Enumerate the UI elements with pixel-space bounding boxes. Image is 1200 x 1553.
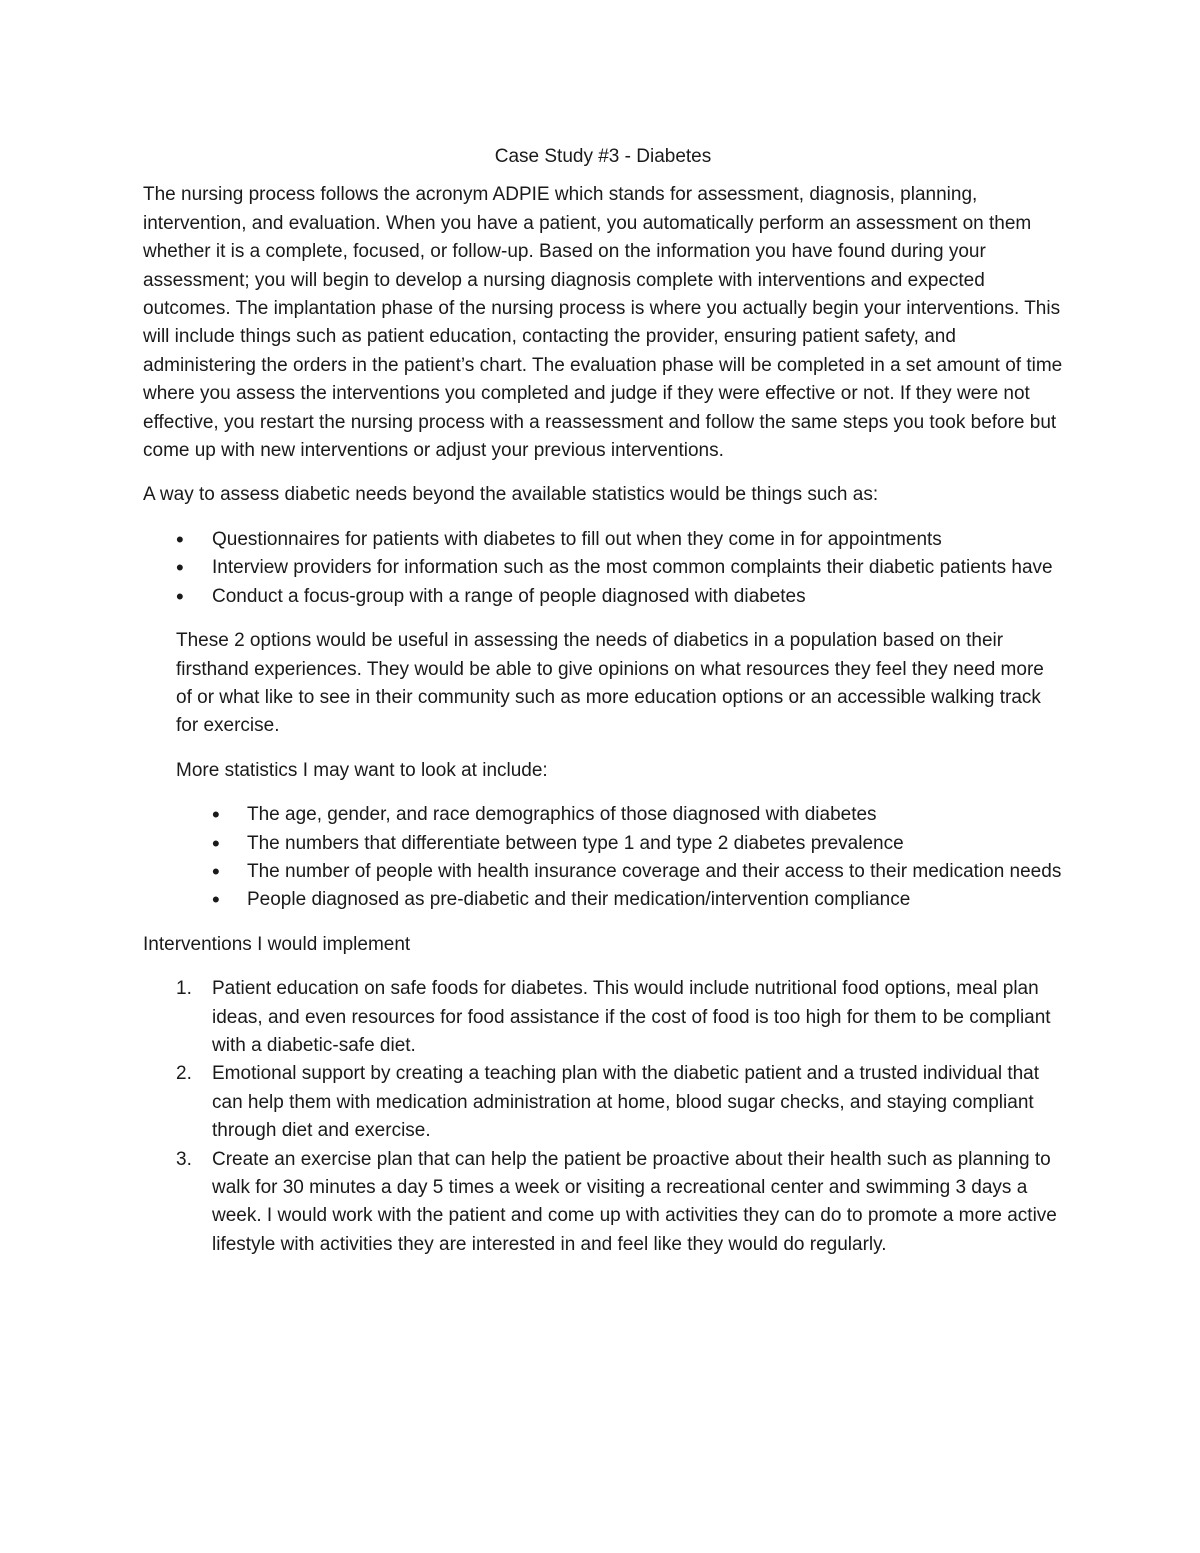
list-item-text: Patient education on safe foods for diabetes. This would include nutritional food options, meal plan ideas, and even resources for food assistance if the cost of food is too high for them to be compliant with a diabetic-safe diet. xyxy=(212,978,1051,1056)
list-item xyxy=(143,975,1063,1060)
list-item-text: Emotional support by creating a teaching plan with the diabetic patient and a trusted individual that can help them with medication administration at home, blood sugar checks, and staying compliant through diet and exercise. xyxy=(212,1063,1040,1142)
document-body xyxy=(143,143,1063,1259)
intro-paragraph: The nursing process follows the acronym ADPIE which stands for assessment, diagnosis, planning, intervention, and evaluation. When you have a patient, you automatically perform an assessment on them whether it is a complete, focused, or follow-up. Based on the information you have found during your assessment; you will begin to develop a nursing diagnosis complete with interventions and expected outcomes. The implantation phase of the nursing process is where you actually begin your interventions. This will include things such as patient education, contacting the provider, ensuring patient safety, and administering the orders in the patient’s chart. The evaluation phase will be completed in a set amount of time where you assess the interventions you completed and judge if they were effective or not. If they were not effective, you restart the nursing process with a reassessment and follow the same steps you took before but come up with new interventions or adjust your previous interventions. xyxy=(143,184,1063,462)
list-number: 3. xyxy=(176,1148,192,1170)
list-item-text: Create an exercise plan that can help the patient be proactive about their health such as planning to walk for 30 minutes a day 5 times a week or visiting a recreational center and swimming 3 days a week. I would work with the patient and come up with activities they can do to promote a more active lifestyle with activities they are interested in and feel like they would do regularly. xyxy=(212,1148,1057,1255)
stats-intro: More statistics I may want to look at include: xyxy=(176,759,548,781)
list-item: • The number of people with health insurance coverage and their access to their medication needs xyxy=(143,858,1063,886)
list-item: • People diagnosed as pre-diabetic and their medication/intervention compliance xyxy=(143,886,1063,914)
document-title: Case Study #3 - Diabetes xyxy=(494,146,712,167)
list-number: 2. xyxy=(176,1063,192,1085)
list-item xyxy=(143,1060,1063,1145)
assess-bullet-list xyxy=(143,526,1063,611)
list-item: • Conduct a focus-group with a range of people diagnosed with diabetes xyxy=(143,583,1063,611)
assess-intro: A way to assess diabetic needs beyond the available statistics would be things such as: xyxy=(143,484,879,506)
list-item: • Interview providers for information such as the most common complaints their diabetic patients have xyxy=(143,554,1063,582)
interventions-heading: Interventions I would implement xyxy=(143,933,411,955)
list-number: 1. xyxy=(176,978,192,1000)
stats-bullet-list xyxy=(143,801,1063,915)
options-paragraph: These 2 options would be useful in assessing the needs of diabetics in a population based on their firsthand experiences. They would be able to give opinions on what resources they feel they need more of or what like to see in their community such as more education options or an accessible walking track for exercise. xyxy=(176,630,1044,737)
list-item: • Questionnaires for patients with diabetes to fill out when they come in for appointments xyxy=(143,526,1063,554)
list-item xyxy=(143,1146,1063,1260)
interventions-list xyxy=(143,975,1063,1259)
list-item: • The age, gender, and race demographics of those diagnosed with diabetes xyxy=(143,801,1063,829)
list-item: • The numbers that differentiate between type 1 and type 2 diabetes prevalence xyxy=(143,830,1063,858)
